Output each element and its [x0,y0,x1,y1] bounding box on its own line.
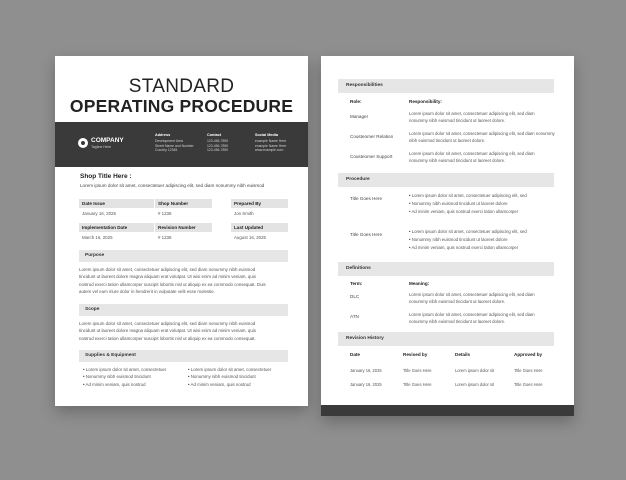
responsibility-text: Lorem ipsum dolor sit amet, consectetuer adipiscing elit, sed diam nonummy nibh euismod tincidunt ut laoreet dolore. [409,131,555,143]
field-label: Last Updated [231,223,288,232]
field-value: January 16, 2025 [82,211,116,216]
list-item: • Ad minim veniam, quis nostrud exerci tation ullamcorper [409,208,527,216]
title-line-2: OPERATING PROCEDURE [69,96,294,116]
purpose-text: Lorem ipsum dolor sit amet, consectetuer adipiscing elit, sed diam nonummy nibh euismod tincidunt ut laoreet dolore magna aliquam erat volutpat. Ut wisi enim ad minim veniam, quis nostrud exerci tation ullamcorper suscipit lobortis nisl ut aliquip ex ea commodo consequat. Duis autem vel eum iriure dolor in hendrerit in vulputate velit esse molestie. [79,267,266,295]
sop-page-1 [55,56,308,406]
revision-cell: Title Goes Here [514,382,543,387]
list-item: • Lorem ipsum dolor sit amet, consectetuer adipiscing elit, sed [409,192,527,200]
list-item: • Lorem ipsum dolor sit amet, consectetuer [83,366,166,373]
social-block [255,133,305,153]
list-item: • Ad minim veniam, quis nostrud [83,381,166,388]
address-line: Development Area [155,139,183,143]
field-label: Revision Number [155,223,212,232]
definitions-heading: Definitions [338,262,554,276]
field-revision-number [155,223,212,240]
field-value: # 1236 [158,211,172,216]
field-value: Jon Smith [234,211,254,216]
contact-line: 123-456-7890 [207,148,229,153]
responsibility-header: Responsibility: [409,99,442,104]
revision-cell: Lorem ipsum dolor sit [455,382,495,387]
revision-history-heading: Revision History [338,332,554,346]
procedure-title: Title Goes Here [350,196,382,201]
social-heading: Social Media [255,133,279,137]
address-block [155,133,205,153]
list-item: • Ad minim veniam, quis nostrud exerci tation ullamcorper [409,244,527,252]
scope-heading: Scope [79,304,288,316]
field-value: August 16, 2025 [234,235,266,240]
field-value: March 16, 2025 [82,235,113,240]
contact-line: 123-456-7890 [207,139,229,143]
revision-col-revised-by: Revised by [403,352,428,357]
contact-line: 123-456-7890 [207,143,229,148]
revision-cell: Title Goes Here [514,368,543,373]
field-implementation-date [79,223,154,240]
list-item: • Lorem ipsum dolor sit amet, consectetuer adipiscing elit, sed [409,228,527,236]
sop-page-2 [321,56,574,416]
revision-cell: Title Goes Here [403,368,432,373]
role-header: Role: [350,99,362,104]
field-label: Date Issue [79,199,154,208]
address-line: Country 12345 [155,148,178,153]
responsibility-text: Lorem ipsum dolor sit amet, consectetuer adipiscing elit, sed diam nonummy nibh euismod tincidunt ut laoreet dolore. [409,111,535,123]
term-header: Term: [350,281,363,286]
scope-text: Lorem ipsum dolor sit amet, consectetuer adipiscing elit, sed diam nonummy nibh euismod tincidunt ut laoreet dolore magna aliquam erat volutpat. Ut wisi enim ad minim veniam, quis nostrud exerci tation ullamcorper suscipit lobortis nisl ut aliquip ex ea commodo consequat. [79,321,256,341]
term-meaning: Lorem ipsum dolor sit amet, consectetuer adipiscing elit, sed diam nonummy nibh euismod tincidunt ut laoreet dolore. [409,312,535,324]
field-label: Implementation Date [79,223,154,232]
company-info-band [55,122,308,167]
shop-subtitle: Lorem ipsum dolor sit amet, consectetuer adipiscing elit, sed diam nonummy nibh euismod [80,183,265,188]
revision-cell: January 16, 2025 [350,382,382,387]
role-name: Manager [350,114,369,119]
supplies-list-left [83,366,166,388]
field-value: # 1236 [158,235,172,240]
list-item: • Ad minim veniam, quis nostrud [188,381,271,388]
supplies-list-right [188,366,271,388]
revision-cell: Title Goes Here [403,382,432,387]
list-item: • Nonummy nibh euismod tincidunt [83,373,166,380]
shop-title: Shop Title Here : [80,173,132,180]
role-name: Cousteomer Support [350,154,393,159]
responsibilities-heading: Responsibilities [338,79,554,93]
revision-col-details: Details [455,352,471,357]
revision-col-approved-by: Approved by [514,352,543,357]
term-name: DLC [350,294,360,299]
responsibility-text: Lorem ipsum dolor sit amet, consectetuer adipiscing elit, sed diam nonummy nibh euismod tincidunt ut laoreet dolore. [409,151,535,163]
procedure-steps [409,228,527,253]
role-name: Cousteomer Relation [350,134,394,139]
list-item: • Nonummy nibh euismod tincidunt [188,373,271,380]
list-item: • Lorem ipsum dolor sit amet, consectetuer [188,366,271,373]
meaning-header: Meaning: [409,281,430,286]
footer-band [321,405,574,416]
list-item: • Nonummy nibh euismod tincidunt ut laoreet dolore [409,200,527,208]
procedure-heading: Procedure [338,173,554,187]
social-line: www.example.com [255,148,284,153]
procedure-title: Title Goes Here [350,232,382,237]
contact-heading: Contact [207,133,222,137]
field-date-issue [79,199,154,216]
company-logo-icon [78,138,88,148]
field-shop-number [155,199,212,216]
social-line: example Name Here [255,143,287,148]
contact-block [207,133,257,153]
term-name: ATN [350,314,359,319]
field-label: Shop Number [155,199,212,208]
purpose-heading: Purpose [79,250,288,262]
field-prepared-by [231,199,288,216]
title-line-1: STANDARD [128,76,235,97]
address-line: Street Name and Number [155,143,194,148]
field-last-updated [231,223,288,240]
procedure-steps [409,192,527,217]
term-meaning: Lorem ipsum dolor sit amet, consectetuer adipiscing elit, sed diam nonummy nibh euismod tincidunt ut laoreet dolore. [409,292,535,304]
social-line: example Name Here [255,139,287,143]
list-item: • Nonummy nibh euismod tincidunt ut laoreet dolore [409,236,527,244]
address-heading: Address [155,133,171,137]
revision-cell: January 16, 2025 [350,368,382,373]
company-name: COMPANY [91,137,124,144]
revision-col-date: Date [350,352,360,357]
company-tagline: Tagline Here [91,145,112,149]
supplies-heading: Supplies & Equipment [79,350,288,362]
field-label: Prepared By [231,199,288,208]
revision-cell: Lorem ipsum dolor sit [455,368,495,373]
